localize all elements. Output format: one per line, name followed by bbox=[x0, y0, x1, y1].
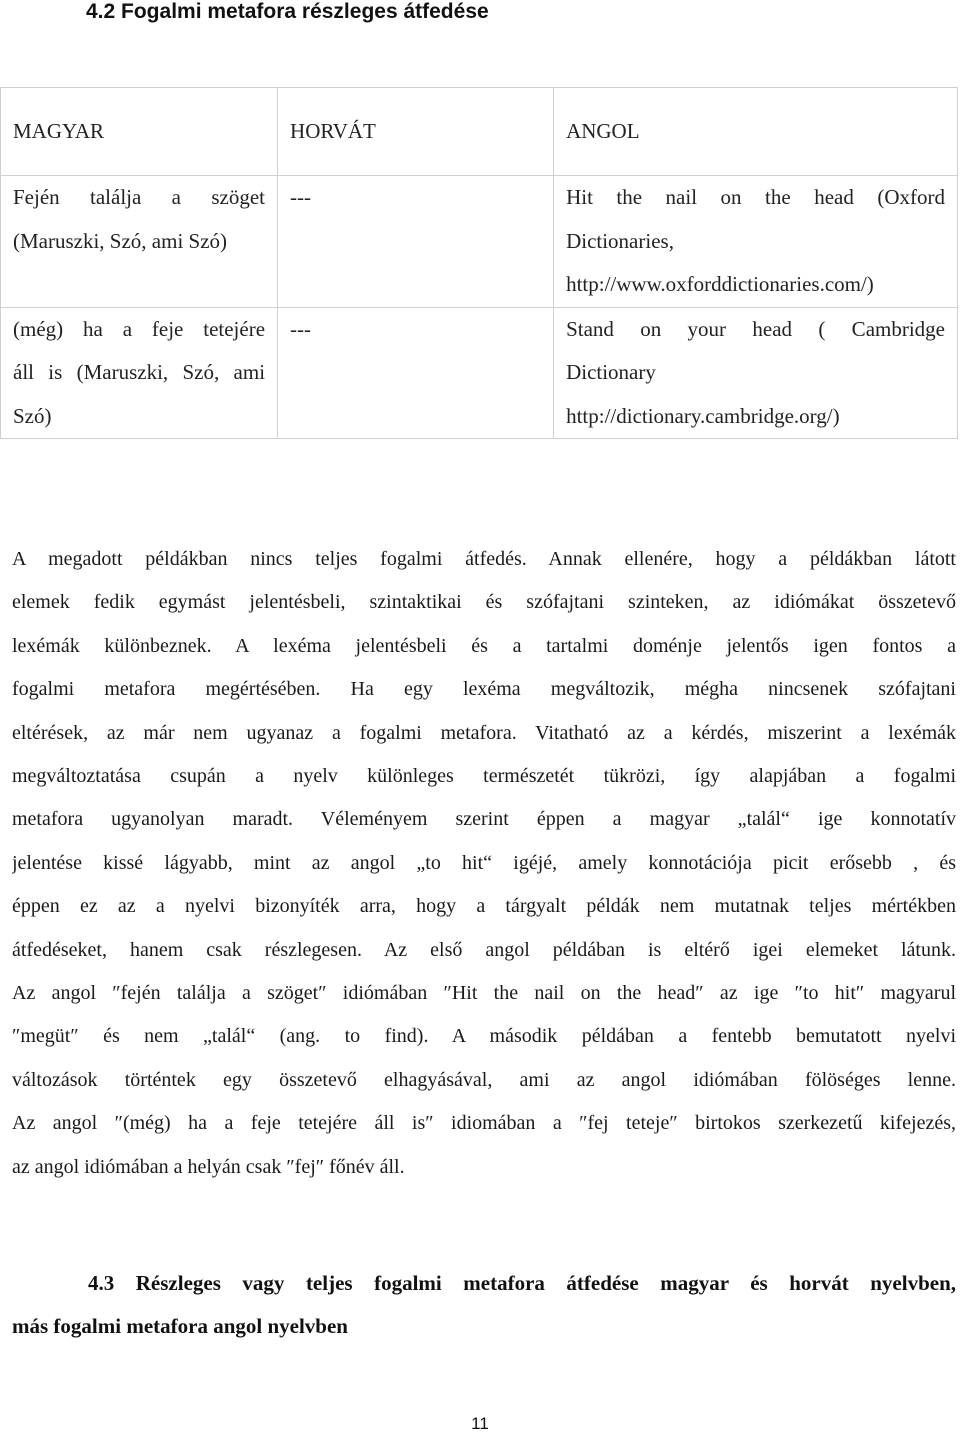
table-row bbox=[1, 176, 958, 308]
cell-line: Dictionaries, bbox=[566, 228, 674, 253]
subsection-heading bbox=[12, 1262, 956, 1348]
page-number: 11 bbox=[471, 1414, 489, 1433]
cell-line: Szó) bbox=[13, 403, 52, 428]
cell-magyar bbox=[1, 176, 278, 308]
paragraph-line: lexémák különbeznek. A lexéma jelentésbeli és a tartalmi doménje jelentős igen fontos a bbox=[12, 634, 956, 657]
body-paragraph bbox=[12, 538, 956, 1189]
cell-line: áll is (Maruszki, Szó, ami bbox=[13, 360, 266, 384]
cell-line: http://www.oxforddictionaries.com/) bbox=[566, 272, 874, 296]
header-angol: ANGOL bbox=[554, 88, 958, 176]
paragraph-line: metafora ugyanolyan maradt. Véleményem szerint éppen a magyar „talál“ ige konnotatív bbox=[12, 808, 956, 831]
cell-line: http://dictionary.cambridge.org/) bbox=[566, 403, 840, 428]
section-heading: 4.2 Fogalmi metafora részleges átfedése bbox=[86, 0, 489, 23]
header-magyar: MAGYAR bbox=[1, 88, 278, 176]
paragraph-line: elemek fedik egymást jelentésbeli, szintaktikai és szófajtani szinteken, az idiómákat összetevő bbox=[12, 591, 956, 614]
paragraph-line: az angol idiómában a helyán csak ″fej″ főnév áll. bbox=[12, 1155, 405, 1178]
header-horvat: HORVÁT bbox=[278, 88, 554, 176]
paragraph-line: A megadott példákban nincs teljes fogalmi átfedés. Annak ellenére, hogy a példákban látott bbox=[12, 548, 956, 570]
paragraph-line: fogalmi metafora megértésében. Ha egy lexéma megváltozik, mégha nincsenek szófajtani bbox=[12, 678, 956, 701]
paragraph-line: jelentése kissé lágyabb, mint az angol „to hit“ igéjé, amely konnotációja picit erősebb , és bbox=[12, 851, 956, 874]
cell-line: (Maruszki, Szó, ami Szó) bbox=[13, 228, 228, 253]
cell-line: Hit the nail on the head (Oxford bbox=[566, 185, 945, 209]
paragraph-line: megváltoztatása csupán a nyelv különleges természetét tükrözi, így alapjában a fogalmi bbox=[12, 765, 956, 788]
cell-line: Stand on your head ( Cambridge bbox=[566, 316, 945, 341]
paragraph-line: Az angol ″(még) ha a feje tetejére áll is″ idiomában a ″fej teteje″ birtokos szerkezetű kifejezés, bbox=[12, 1112, 956, 1135]
table-row bbox=[1, 307, 958, 439]
paragraph-line: változások történtek egy összetevő elhagyásával, ami az angol idiómában fölöséges lenne. bbox=[12, 1068, 956, 1091]
cell-line: (még) ha a feje tetejére bbox=[13, 316, 266, 341]
heading-line: más fogalmi metafora angol nyelvben bbox=[12, 1314, 348, 1338]
cell-horvat: --- bbox=[278, 176, 554, 308]
cell-angol bbox=[554, 307, 958, 439]
cell-line: Dictionary bbox=[566, 360, 656, 384]
cell-angol bbox=[554, 176, 958, 308]
heading-line: 4.3 Részleges vagy teljes fogalmi metafora átfedése magyar és horvát nyelvben, bbox=[88, 1271, 956, 1295]
table-header-row bbox=[1, 88, 958, 176]
cell-magyar bbox=[1, 307, 278, 439]
comparison-table bbox=[0, 87, 958, 439]
paragraph-line: eltérések, az már nem ugyanaz a fogalmi metafora. Vitatható az a kérdés, miszerint a lexémák bbox=[12, 721, 956, 744]
cell-horvat: --- bbox=[278, 307, 554, 439]
paragraph-line: ″megüt″ és nem „talál“ (ang. to find). A második példában a fentebb bemutatott nyelvi bbox=[12, 1025, 956, 1048]
paragraph-line: Az angol ″fején találja a szöget″ idiómában ″Hit the nail on the head″ az ige ″to hit″ magyarul bbox=[12, 982, 956, 1005]
paragraph-line: éppen ez az a nyelvi bizonyíték arra, hogy a tárgyalt példák nem mutatnak teljes mértékben bbox=[12, 895, 956, 918]
paragraph-line: átfedéseket, hanem csak részlegesen. Az első angol példában is eltérő igei elemeket látunk. bbox=[12, 938, 956, 961]
cell-line: Fején találja a szöget bbox=[13, 185, 266, 209]
